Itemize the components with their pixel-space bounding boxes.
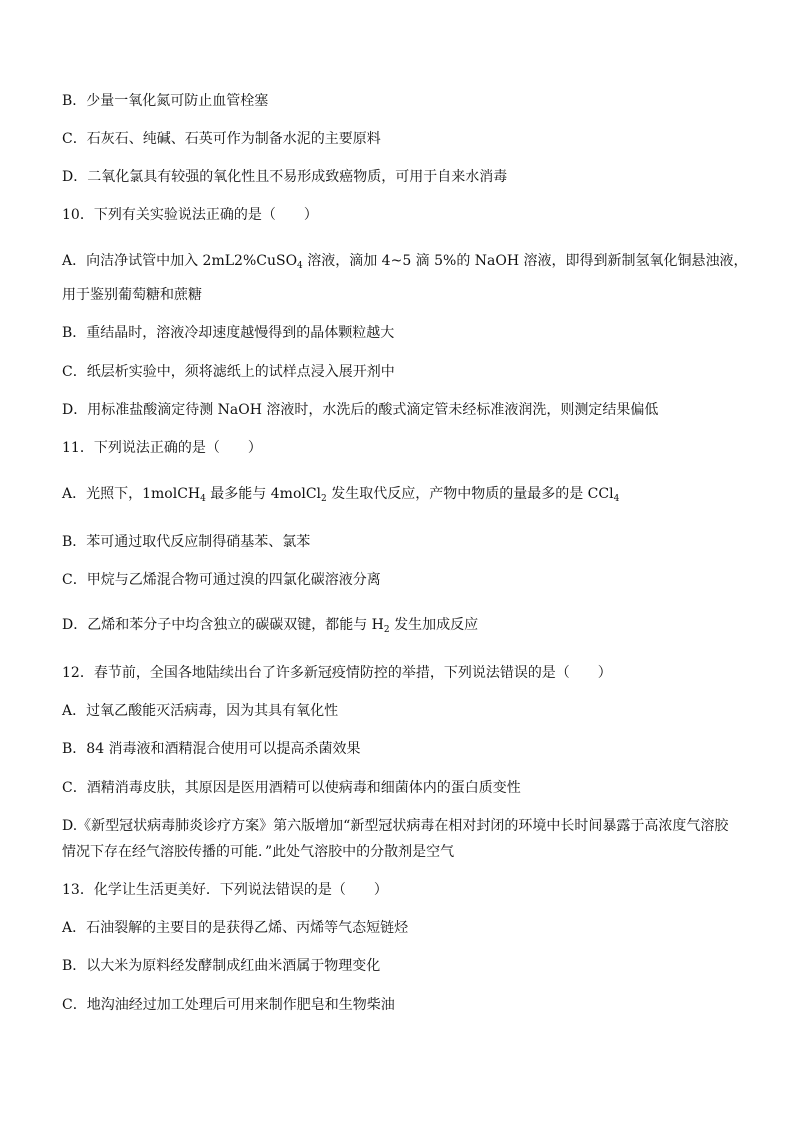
option-9b: B．少量一氧化氮可防止血管栓塞 bbox=[62, 93, 269, 109]
option-12a: A．过氧乙酸能灭活病毒，因为其具有氧化性 bbox=[62, 703, 339, 719]
option-12c: C．酒精消毒皮肤，其原因是医用酒精可以使病毒和细菌体内的蛋白质变性 bbox=[62, 780, 521, 796]
option-12b: B．84 消毒液和酒精混合使用可以提高杀菌效果 bbox=[62, 741, 361, 757]
option-10a-line1: A．向洁净试管中加入 2mL2%CuSO$_4$ 溶液，滴加 4~5 滴 5%的 NaOH 溶液，即得到新制氢氧化铜悬浊液， bbox=[62, 253, 748, 271]
option-12d-line1: D.《新型冠状病毒肺炎诊疗方案》第六版增加“新型冠状病毒在相对封闭的环境中长时间暴露于高浓度气溶胶 bbox=[62, 818, 729, 834]
option-13a: A．石油裂解的主要目的是获得乙烯、丙烯等气态短链烃 bbox=[62, 920, 409, 936]
option-11c: C．甲烷与乙烯混合物可通过溴的四氯化碳溶液分离 bbox=[62, 572, 381, 588]
option-10c: C．纸层析实验中，须将滤纸上的试样点浸入展开剂中 bbox=[62, 364, 395, 380]
option-10b: B．重结晶时，溶液冷却速度越慢得到的晶体颗粒越大 bbox=[62, 325, 395, 341]
option-13b: B．以大米为原料经发酵制成红曲米酒属于物理变化 bbox=[62, 958, 381, 974]
option-11d: D．乙烯和苯分子中均含独立的碳碳双键，都能与 $H_2$ 发生加成反应 bbox=[62, 617, 479, 635]
option-10d: D．用标准盐酸滴定待测 NaOH 溶液时，水洗后的酸式滴定管未经标准液润洗，则测定结果偏低 bbox=[62, 402, 659, 418]
option-12d-line2: 情况下存在经气溶胶传播的可能．”此处气溶胶中的分散剂是空气 bbox=[62, 844, 455, 860]
option-11a: A．光照下，1molCH$_4$ 最多能与 4molCl$_2$ 发生取代反应，产物中物质的量最多的是 CCl$_4$ bbox=[62, 486, 620, 504]
option-13c: C．地沟油经过加工处理后可用来制作肥皂和生物柴油 bbox=[62, 997, 395, 1013]
question-11-stem: 11．下列说法正确的是（ ） bbox=[62, 440, 262, 456]
question-12-stem: 12．春节前，全国各地陆续出台了许多新冠疫情防控的举措，下列说法错误的是（ ） bbox=[62, 665, 612, 681]
option-11b: B．苯可通过取代反应制得硝基苯、氯苯 bbox=[62, 534, 311, 550]
question-10-stem: 10．下列有关实验说法正确的是（ ） bbox=[62, 207, 318, 223]
option-9c: C．石灰石、纯碱、石英可作为制备水泥的主要原料 bbox=[62, 131, 381, 147]
question-13-stem: 13．化学让生活更美好．下列说法错误的是（ ） bbox=[62, 882, 388, 898]
option-10a-line2: 用于鉴别葡萄糖和蔗糖 bbox=[62, 287, 202, 303]
option-9d: D．二氧化氯具有较强的氧化性且不易形成致癌物质，可用于自来水消毒 bbox=[62, 169, 508, 185]
